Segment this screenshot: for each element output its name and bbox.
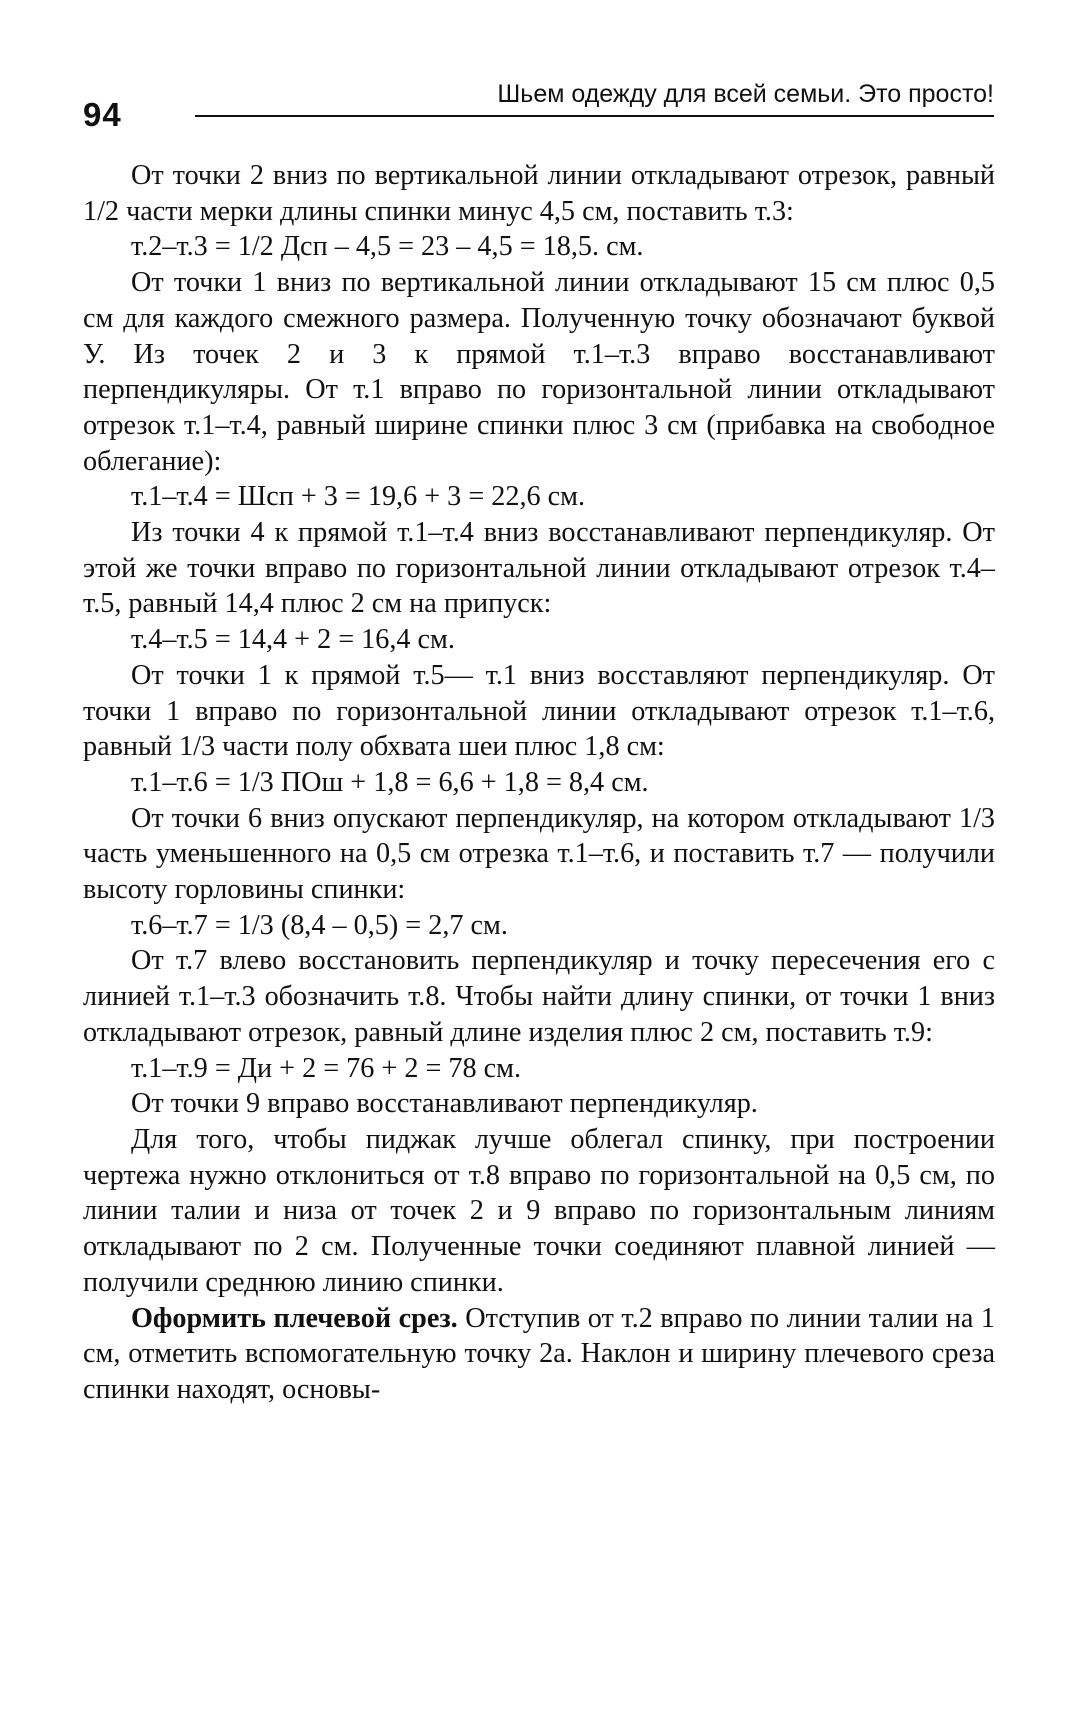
formula: т.1–т.9 = Ди + 2 = 76 + 2 = 78 см. [131,1052,522,1084]
formula: т.6–т.7 = 1/3 (8,4 – 0,5) = 2,7 см. [131,909,508,941]
running-head: Шьем одежду для всей семьи. Это просто! [195,80,994,117]
page-body [83,158,995,1408]
section-lead: Оформить плечевой срез. [131,1302,458,1334]
paragraph: Для того, чтобы пиджак лучше облегал спинку, при построении чертежа нужно отклониться от т.8 вправо по горизонтальной на 0,5 см, по линии талии и низа от точек 2 и 9 вправо по горизонтальным линиям откладывают по 2 см. Полученные точки соединяют плавной линией — получили среднюю линию спинки. [83,1123,995,1298]
paragraph: От точки 9 вправо восстанавливают перпендикуляр. [131,1088,758,1120]
paragraph: От точки 6 вниз опускают перпендикуляр, на котором откладывают 1/3 часть уменьшенного на 0,5 см отрезка т.1–т.6, и поставить т.7 — получили высоту горловины спинки: [83,802,995,906]
formula: т.2–т.3 = 1/2 Дсп – 4,5 = 23 – 4,5 = 18,5. см. [131,231,644,263]
formula: т.1–т.6 = 1/3 ПОш + 1,8 = 6,6 + 1,8 = 8,4 см. [131,766,649,798]
paragraph: От т.7 влево восстановить перпендикуляр и точку пересечения его с линией т.1–т.3 обозначить т.8. Чтобы найти длину спинки, от точки 1 вниз откладывают отрезок, равный длине изделия плюс 2 см, поставить т.9: [83,945,995,1048]
formula: т.1–т.4 = Шсп + 3 = 19,6 + 3 = 22,6 см. [131,481,586,513]
paragraph: От точки 1 к прямой т.5— т.1 вниз восставляют перпендикуляр. От точки 1 вправо по горизонтальной линии откладывают отрезок т.1–т.6, равный 1/3 части полу обхвата шеи плюс 1,8 см: [83,659,995,763]
paragraph: От точки 2 вниз по вертикальной линии откладывают отрезок, равный 1/2 части мерки длины спинки минус 4,5 см, поставить т.3: [83,160,995,227]
paragraph: От точки 1 вниз по вертикальной линии откладывают 15 см плюс 0,5 см для каждого смежного размера. Полученную точку обозначают буквой У. Из точек 2 и 3 к прямой т.1–т.3 вправо восстанавливают перпендикуляры. От т.1 вправо по горизонтальной линии откладывают отрезок т.1–т.4, равный ширине спинки плюс 3 см (прибавка на свободное облегание): [83,267,995,477]
formula: т.4–т.5 = 14,4 + 2 = 16,4 см. [131,624,455,656]
paragraph: Из точки 4 к прямой т.1–т.4 вниз восстанавливают перпендикуляр. От этой же точки вправо по горизонтальной линии откладывают отрезок т.4–т.5, равный 14,4 плюс 2 см на припуск: [83,517,995,620]
paragraph-text: Отступив от т.2 вправо по линии талии на 1 см, отметить вспомогательную точку 2а. Наклон и ширину плечевого среза спинки находят, основы- [83,1302,995,1405]
paragraph-shoulder-seam [83,1301,995,1408]
page-number: 94 [83,96,122,133]
